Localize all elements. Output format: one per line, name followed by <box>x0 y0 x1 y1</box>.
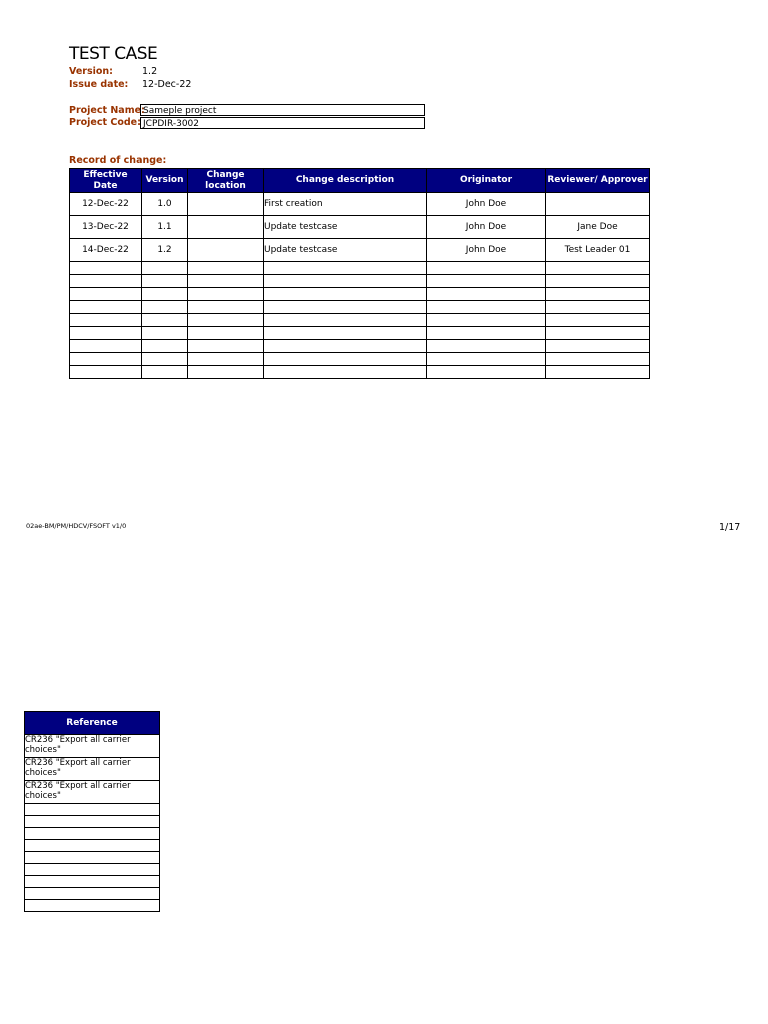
reference-cell: CR236 "Export all carrier choices" <box>25 781 160 804</box>
reference-table <box>24 711 160 912</box>
cell-change-location <box>188 193 264 216</box>
empty-cell <box>70 340 142 353</box>
cell-originator: John Doe <box>427 216 546 239</box>
cell-version: 1.0 <box>142 193 188 216</box>
empty-cell <box>264 340 427 353</box>
empty-row <box>70 314 650 327</box>
column-header: Change description <box>264 169 427 193</box>
table-row <box>70 193 650 216</box>
empty-cell <box>264 327 427 340</box>
empty-cell <box>142 314 188 327</box>
empty-cell <box>25 828 160 840</box>
footer-doc-code: 02ae-BM/PM/HDCV/FSOFT v1/0 <box>26 522 127 530</box>
empty-cell <box>188 275 264 288</box>
empty-cell <box>546 288 650 301</box>
column-header: Effective Date <box>70 169 142 193</box>
empty-cell <box>142 327 188 340</box>
empty-cell <box>70 301 142 314</box>
empty-row <box>70 275 650 288</box>
empty-cell <box>264 262 427 275</box>
page-title: TEST CASE <box>69 44 158 64</box>
empty-cell <box>25 876 160 888</box>
record-of-change-label: Record of change: <box>69 155 167 166</box>
reference-header: Reference <box>25 712 160 735</box>
cell-change-description: First creation <box>264 193 427 216</box>
cell-originator: John Doe <box>427 239 546 262</box>
empty-cell <box>427 327 546 340</box>
empty-cell <box>427 288 546 301</box>
issue-date-label: Issue date: <box>69 79 129 90</box>
empty-cell <box>264 366 427 379</box>
table-row <box>25 781 160 804</box>
column-header: Change location <box>188 169 264 193</box>
column-header: Version <box>142 169 188 193</box>
cell-version: 1.1 <box>142 216 188 239</box>
empty-cell <box>142 262 188 275</box>
empty-cell <box>142 288 188 301</box>
empty-cell <box>264 301 427 314</box>
table-row <box>25 735 160 758</box>
empty-cell <box>188 340 264 353</box>
empty-row <box>25 876 160 888</box>
empty-cell <box>142 301 188 314</box>
empty-cell <box>25 804 160 816</box>
empty-cell <box>70 366 142 379</box>
empty-row <box>70 262 650 275</box>
empty-cell <box>427 366 546 379</box>
empty-row <box>70 288 650 301</box>
record-of-change-table <box>69 168 650 379</box>
empty-row <box>25 888 160 900</box>
empty-cell <box>188 262 264 275</box>
empty-row <box>70 366 650 379</box>
empty-cell <box>427 353 546 366</box>
cell-change-location <box>188 239 264 262</box>
empty-cell <box>188 327 264 340</box>
empty-cell <box>25 888 160 900</box>
empty-cell <box>142 275 188 288</box>
project-code-label: Project Code: <box>69 117 141 128</box>
empty-cell <box>142 366 188 379</box>
empty-cell <box>188 366 264 379</box>
empty-cell <box>70 275 142 288</box>
empty-cell <box>546 275 650 288</box>
empty-cell <box>427 262 546 275</box>
empty-row <box>25 864 160 876</box>
empty-row <box>70 327 650 340</box>
empty-cell <box>264 288 427 301</box>
empty-cell <box>546 301 650 314</box>
empty-row <box>70 301 650 314</box>
empty-row <box>25 828 160 840</box>
empty-cell <box>25 840 160 852</box>
version-value: 1.2 <box>142 66 158 77</box>
empty-row <box>25 840 160 852</box>
empty-cell <box>188 353 264 366</box>
cell-change-location <box>188 216 264 239</box>
table-header-row <box>70 169 650 193</box>
table-row <box>70 216 650 239</box>
cell-version: 1.2 <box>142 239 188 262</box>
cell-change-description: Update testcase <box>264 239 427 262</box>
empty-cell <box>142 353 188 366</box>
table-row <box>70 239 650 262</box>
empty-cell <box>427 275 546 288</box>
empty-cell <box>25 852 160 864</box>
empty-cell <box>546 340 650 353</box>
empty-cell <box>142 340 188 353</box>
footer-page-number: 1/17 <box>719 522 741 533</box>
project-name-field[interactable]: Sameple project <box>140 104 425 116</box>
cell-effective-date: 12-Dec-22 <box>70 193 142 216</box>
table-row <box>25 758 160 781</box>
empty-cell <box>264 353 427 366</box>
empty-cell <box>427 301 546 314</box>
cell-originator: John Doe <box>427 193 546 216</box>
empty-cell <box>264 275 427 288</box>
cell-reviewer: Test Leader 01 <box>546 239 650 262</box>
empty-cell <box>25 900 160 912</box>
project-code-field[interactable]: JCPDIR-3002 <box>140 117 425 129</box>
empty-cell <box>25 864 160 876</box>
empty-cell <box>70 327 142 340</box>
empty-cell <box>427 314 546 327</box>
empty-cell <box>546 262 650 275</box>
empty-cell <box>188 314 264 327</box>
empty-row <box>25 816 160 828</box>
column-header: Reviewer/ Approver <box>546 169 650 193</box>
table-header-row <box>25 712 160 735</box>
empty-cell <box>427 340 546 353</box>
empty-row <box>70 340 650 353</box>
empty-cell <box>546 327 650 340</box>
cell-reviewer: Jane Doe <box>546 216 650 239</box>
empty-row <box>70 353 650 366</box>
empty-row <box>25 852 160 864</box>
cell-effective-date: 14-Dec-22 <box>70 239 142 262</box>
reference-cell: CR236 "Export all carrier choices" <box>25 758 160 781</box>
empty-cell <box>25 816 160 828</box>
empty-cell <box>546 314 650 327</box>
project-name-label: Project Name: <box>69 105 145 116</box>
column-header: Originator <box>427 169 546 193</box>
cell-reviewer <box>546 193 650 216</box>
empty-cell <box>188 288 264 301</box>
empty-cell <box>264 314 427 327</box>
cell-effective-date: 13-Dec-22 <box>70 216 142 239</box>
empty-row <box>25 804 160 816</box>
empty-cell <box>70 288 142 301</box>
version-label: Version: <box>69 66 113 77</box>
issue-date-value: 12-Dec-22 <box>142 79 192 90</box>
empty-cell <box>70 314 142 327</box>
cell-change-description: Update testcase <box>264 216 427 239</box>
empty-cell <box>70 262 142 275</box>
empty-row <box>25 900 160 912</box>
reference-cell: CR236 "Export all carrier choices" <box>25 735 160 758</box>
empty-cell <box>70 353 142 366</box>
empty-cell <box>546 366 650 379</box>
empty-cell <box>188 301 264 314</box>
empty-cell <box>546 353 650 366</box>
